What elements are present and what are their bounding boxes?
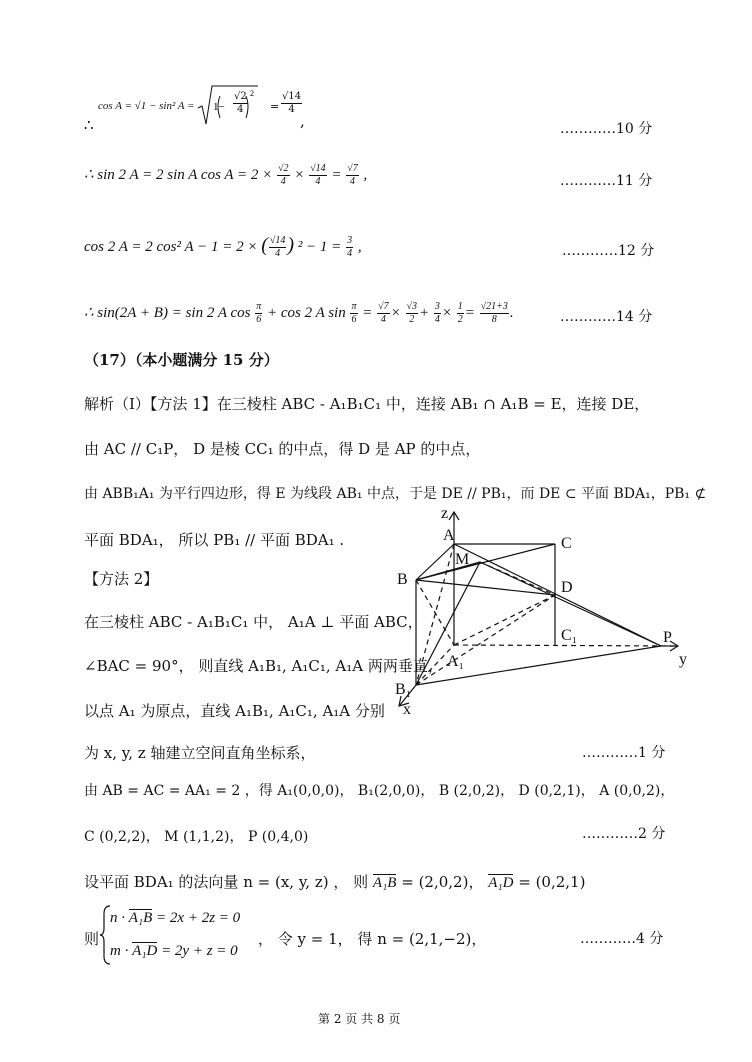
label-C1: C₁ <box>561 627 578 644</box>
label-y: y <box>679 651 687 668</box>
sqrt-radical-icon <box>196 84 266 130</box>
svg-text:2: 2 <box>250 89 254 98</box>
label-M: M <box>455 551 470 568</box>
score-14: …………14 分 <box>560 309 653 325</box>
system-eq-2: m · A₁D = 2y + z = 0 <box>110 943 238 959</box>
frac: $\frac{√2}{4}$ <box>278 163 289 187</box>
vector-A1D: A₁D <box>488 875 514 891</box>
label-A: A <box>443 527 455 544</box>
frac: $\frac{√7}{4}$ <box>378 301 389 325</box>
sol-line-12: 设平面 BDA₁ 的法向量 n = (x, y, z) ， 则 A₁B = (2,0,2)， A₁D = (0,2,1) <box>84 873 586 891</box>
line-AP <box>454 544 661 646</box>
sol-line-4: 平面 BDA₁， 所以 PB₁ // 平面 BDA₁ . <box>84 531 345 549</box>
sol-line-2: 由 AC // C₁P， D 是棱 CC₁ 的中点，得 D 是 AP 的中点， <box>84 440 481 458</box>
eq-cos2A-line: cos 2 A = 2 cos² A − 1 = 2 × ( $\frac{√14}{4}$ ) ² − 1 = $\frac{3}{4}$ , <box>84 234 362 260</box>
y-axis-dashed <box>454 645 677 646</box>
sol-line-10: 由 AB = AC = AA₁ = 2 ，得 A₁(0,0,0)， B₁(2,0,0)， B (2,0,2)， D (0,2,1)， A (0,0,2)， <box>84 783 675 799</box>
sol-line-3: 由 ABB₁A₁ 为平行四边形，得 E 为线段 AB₁ 中点，于是 DE // PB₁，而 DE ⊂ 平面 BDA₁，PB₁ ⊄ <box>84 486 707 502</box>
eq-cosA-tail: , <box>300 112 305 130</box>
frac: $\frac{3}{4}$ <box>347 235 353 260</box>
label-C: C <box>561 535 572 552</box>
prism-figure <box>385 500 705 720</box>
sol-line-11: C (0,2,2)， M (1,1,2)， P (0,4,0) <box>84 829 309 845</box>
page-footer: 第 2 页 共 8 页 <box>318 1012 401 1026</box>
paren-close: ) <box>287 234 295 256</box>
eq-cosA-eq: = <box>270 100 280 113</box>
sol-line-1: 解析（Ⅰ）【方法 1】在三棱柱 ABC - A₁B₁C₁ 中，连接 AB₁ ∩ A₁B = E，连接 DE， <box>84 395 650 413</box>
sol-line-9: 为 x, y, z 轴建立空间直角坐标系， <box>84 744 316 762</box>
line-MD <box>480 562 555 595</box>
frac: $\frac{√14}{4}$ <box>310 163 326 187</box>
sol-line-13: ， 令 y = 1， 得 n = (2,1,−2)， <box>258 930 487 948</box>
score-12: …………12 分 <box>562 243 655 259</box>
label-B: B <box>397 571 408 588</box>
vector-A1D: A₁D <box>132 943 158 959</box>
eq-cosA-lhs: cos A = √1 − sin² A = <box>98 100 195 112</box>
paren-open: ( <box>261 234 268 256</box>
frac: $\frac{\pi}{6}$ <box>351 301 357 325</box>
label-B1: B₁ <box>395 681 412 698</box>
frac-sqrt2-4: $\frac{√2}{4}$ <box>234 91 247 115</box>
label-D: D <box>561 579 573 596</box>
label-z: z <box>441 505 449 522</box>
frac: $\frac{1}{2}$ <box>457 301 463 325</box>
sol-line-6: 在三棱柱 ABC - A₁B₁C₁ 中， A₁A ⊥ 平面 ABC， <box>84 613 423 631</box>
frac: $\frac{√21+3}{8}$ <box>480 301 508 325</box>
vector-A1B: A₁B <box>372 875 397 891</box>
label-x: x <box>403 701 411 718</box>
vector-A1B: A₁B <box>128 910 153 926</box>
score-4: …………4 分 <box>580 931 664 947</box>
therefore-symbol: ∴ <box>84 116 94 134</box>
sol-line-8: 以点 A₁ 为原点，直线 A₁B₁, A₁C₁, A₁A 分别 <box>84 702 385 720</box>
sol-line-7: ∠BAC = 90°， 则直线 A₁B₁, A₁C₁, A₁A 两两垂直， <box>84 657 443 675</box>
frac: $\frac{√7}{4}$ <box>347 163 358 187</box>
line-A1D <box>454 595 555 645</box>
frac: $\frac{\pi}{6}$ <box>256 301 262 325</box>
frac: $\frac{√3}{2}$ <box>406 301 417 325</box>
eq-sin2AB-line: ∴ sin(2A + B) = sin 2 A cos $\frac{\pi}{6}$ + cos 2 A sin $\frac{\pi}{6}$ = $\frac{√7}{4}$ × $\frac{√3}{2}$ + $\frac{3}{4}$ × $\frac{1}{2}$ = $\frac{√21+3}{8}$ . <box>84 301 514 325</box>
score-2: …………2 分 <box>582 826 666 842</box>
label-A1: A₁ <box>447 653 465 670</box>
score-11: …………11 分 <box>560 173 653 189</box>
sol-line-5: 【方法 2】 <box>84 570 159 588</box>
score-10: …………10 分 <box>560 121 653 137</box>
label-P: P <box>663 629 672 646</box>
system-eq-1: n · A₁B = 2x + 2z = 0 <box>110 910 241 926</box>
q17-title: （17）（本小题满分 15 分） <box>84 351 279 369</box>
line-BA1 <box>416 580 454 645</box>
frac-sqrt14-4: $\frac{√14}{4}$ <box>282 91 302 115</box>
eq-sin2A-line: ∴ sin 2 A = 2 sin A cos A = 2 × $\frac{√2}{4}$ × $\frac{√14}{4}$ = $\frac{√7}{4}$ , <box>84 163 368 187</box>
score-1: …………1 分 <box>582 745 666 761</box>
sol-line-13-label: 则 <box>84 930 100 948</box>
frac: $\frac{√14}{4}$ <box>269 235 286 260</box>
frac: $\frac{3}{4}$ <box>434 301 440 325</box>
svg-text:1−: 1− <box>213 101 225 113</box>
